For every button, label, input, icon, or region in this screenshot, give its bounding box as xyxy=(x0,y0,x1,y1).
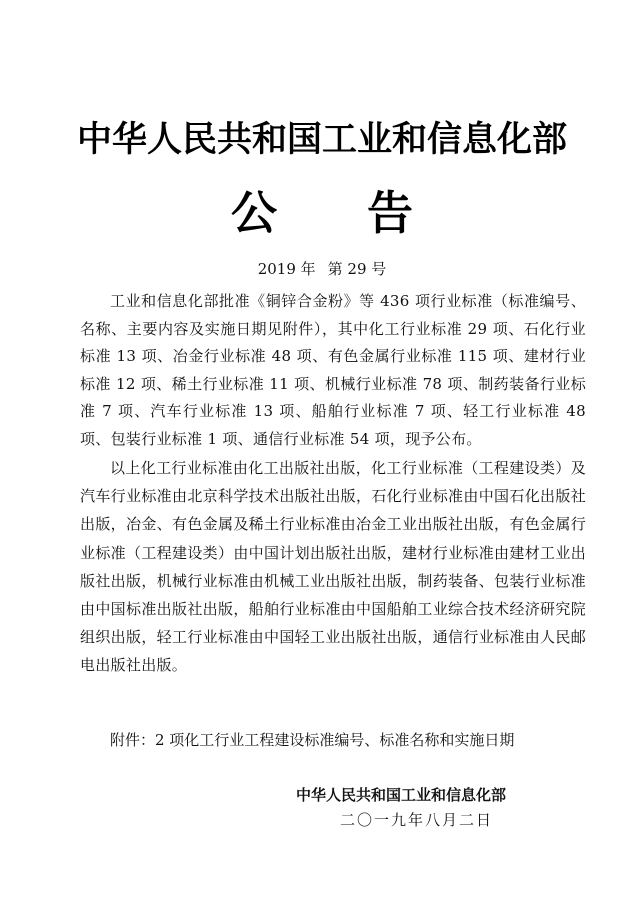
signature-authority: 中华人民共和国工业和信息化部 xyxy=(296,786,507,804)
title-char-gao: 告 xyxy=(367,186,413,240)
issuing-authority-heading: 中华人民共和国工业和信息化部 xyxy=(76,120,567,160)
attachment-line: 附件：2 项化工行业工程建设标准编号、标准名称和实施日期 xyxy=(110,731,515,749)
document-title xyxy=(0,185,644,241)
document-number xyxy=(0,258,644,280)
signature-date: 二〇一九年八月二日 xyxy=(340,811,494,829)
document-serial: 第 29 号 xyxy=(327,260,387,278)
body-paragraph-1: 工业和信息化部批准《铜锌合金粉》等 436 项行业标准（标准编号、名称、主要内容及实施日期见附件），其中化工行业标准 29 项、石化行业标准 13 项、冶金行业标准 48 项、有色金属行业标准 115 项、建材行业标准 12 项、稀土行业标准 11 项、机械行业标准 78 项、制药装备行业标准 7 项、汽车行业标准 13 项、船舶行业标准 7 项、轻工行业标准 48 项、包装行业标准 1 项、通信行业标准 54 项，现予公布。 xyxy=(80,292,586,448)
document-year: 2019 年 xyxy=(257,260,316,278)
title-char-gong: 公 xyxy=(231,186,277,240)
body-paragraph-2: 以上化工行业标准由化工出版社出版，化工行业标准（工程建设类）及汽车行业标准由北京科学技术出版社出版，石化行业标准由中国石化出版社出版，冶金、有色金属及稀土行业标准由冶金工业出版社出版，有色金属行业标准（工程建设类）由中国计划出版社出版，建材行业标准由建材工业出版社出版，机械行业标准由机械工业出版社出版，制药装备、包装行业标准由中国标准出版社出版，船舶行业标准由中国船舶工业综合技术经济研究院组织出版，轻工行业标准由中国轻工业出版社出版，通信行业标准由人民邮电出版社出版。 xyxy=(80,459,586,675)
